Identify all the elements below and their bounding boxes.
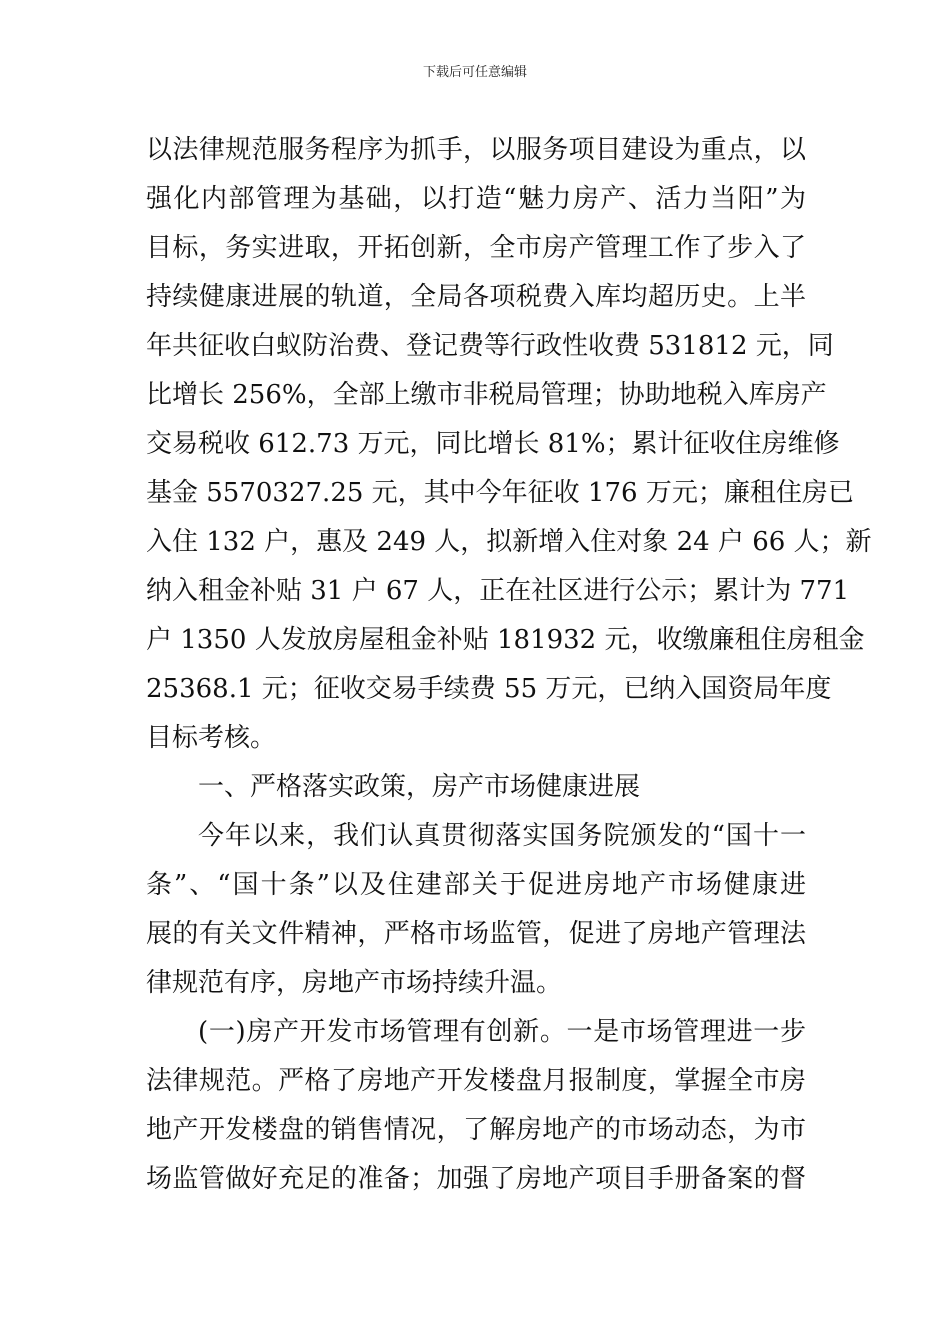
text-line: 交易税收 612.73 万元，同比增长 81%；累计征收住房维修: [146, 429, 840, 459]
text-line: 目标，务实进取，开拓创新，全市房产管理工作了步入了: [146, 233, 806, 263]
text-line: 法律规范。严格了房地产开发楼盘月报制度，掌握全市房: [146, 1066, 806, 1096]
page-header-note: 下载后可任意编辑: [422, 65, 527, 80]
text-line: 以法律规范服务程序为抓手，以服务项目建设为重点，以: [146, 135, 806, 165]
text-line: 户 1350 人发放房屋租金补贴 181932 元，收缴廉租住房租金: [146, 625, 865, 655]
text-line: 律规范有序，房地产市场持续升温。: [146, 968, 563, 998]
text-line: 持续健康进展的轨道，全局各项税费入库均超历史。上半: [146, 282, 806, 312]
document-body: [146, 126, 872, 1204]
text-line: 今年以来，我们认真贯彻落实国务院颁发的“国十一: [198, 821, 806, 851]
text-line: 入住 132 户，惠及 249 人，拟新增入住对象 24 户 66 人；新: [146, 527, 872, 557]
text-line: 强化内部管理为基础，以打造“魅力房产、活力当阳”为: [146, 184, 806, 214]
text-line: 目标考核。: [146, 723, 277, 753]
text-line: 条”、“国十条”以及住建部关于促进房地产市场健康进: [146, 870, 806, 900]
text-line: 比增长 256%，全部上缴市非税局管理；协助地税入库房产: [146, 380, 827, 410]
text-line: 25368.1 元；征收交易手续费 55 万元，已纳入国资局年度: [146, 674, 832, 704]
text-line: (一)房产开发市场管理有创新。一是市场管理进一步: [198, 1017, 806, 1047]
section-heading: 一、严格落实政策，房产市场健康进展: [198, 772, 641, 802]
text-line: 地产开发楼盘的销售情况，了解房地产的市场动态，为市: [146, 1115, 806, 1145]
text-line: 年共征收白蚁防治费、登记费等行政性收费 531812 元，同: [146, 331, 834, 361]
text-line: 展的有关文件精神，严格市场监管，促进了房地产管理法: [146, 919, 806, 949]
text-line: 场监管做好充足的准备；加强了房地产项目手册备案的督: [146, 1164, 806, 1194]
text-line: 基金 5570327.25 元，其中今年征收 176 万元；廉租住房已: [146, 478, 854, 508]
text-line: 纳入租金补贴 31 户 67 人，正在社区进行公示；累计为 771: [146, 576, 850, 606]
